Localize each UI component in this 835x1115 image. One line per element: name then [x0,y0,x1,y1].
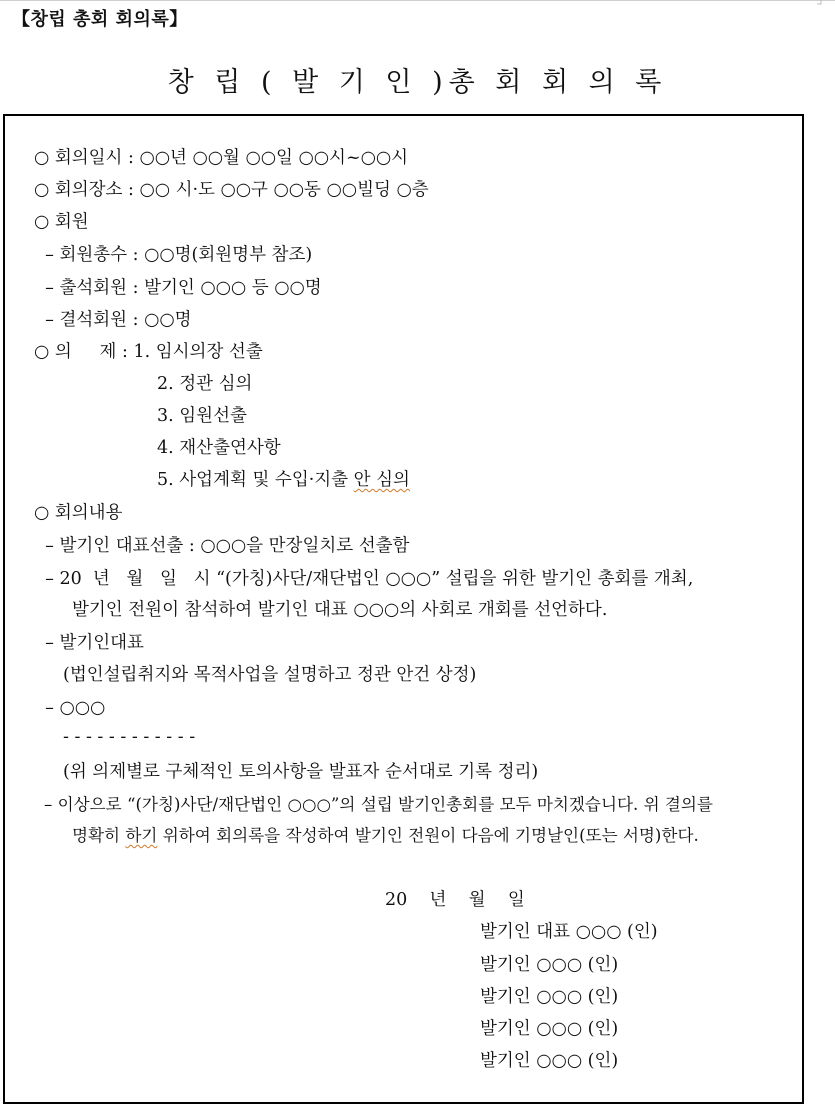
agenda-label: ○ 의 제 : 1. 임시의장 선출 [34,342,263,362]
members-attend: – 출석회원 : 발기인 ○○○ 등 ○○명 [34,278,322,298]
opening-line-1: – 20 년 월 일 시 “(가칭)사단/재단법인 ○○○” 설립을 위한 발기인 총회를 개최, [34,569,694,589]
signature-line: 발기인 ○○○ (인) [480,1019,619,1039]
agenda-item: 3. 임원선출 [157,406,247,426]
signature-line: 발기인 ○○○ (인) [480,955,619,975]
agenda-item: 2. 정관 심의 [157,374,253,394]
closing-line-2: 명확히 하기 위하여 회의록을 작성하여 발기인 전원이 다음에 기명날인(또는 서명)한다. [72,826,699,845]
rep-election: – 발기인 대표선출 : ○○○을 만장일치로 선출함 [34,536,410,556]
dash-separator: - - - - - - - - - - - - [63,727,196,747]
opening-line-2: 발기인 전원이 참석하여 발기인 대표 ○○○의 사회로 개회를 선언하다. [72,600,608,620]
members-heading: ○ 회원 [34,212,89,232]
rep-detail: (법인설립취지와 목적사업을 설명하고 정관 안건 상정) [63,665,477,685]
content-heading: ○ 회의내용 [34,503,123,523]
note-line: (위 의제별로 구체적인 토의사항을 발표자 순서대로 기록 정리) [63,762,539,782]
page-top-border [0,0,835,1]
speaker-line: – ○○○ [34,698,106,718]
signature-line: 발기인 대표 ○○○ (인) [480,922,658,942]
meeting-place: ○ 회의장소 : ○○ 시·도 ○○구 ○○동 ○○빌딩 ○층 [34,180,429,200]
members-absent: – 결석회원 : ○○명 [34,310,192,330]
signature-date: 20 년 월 일 [385,890,525,910]
signature-line: 발기인 ○○○ (인) [480,1051,619,1071]
signature-line: 발기인 ○○○ (인) [480,987,619,1007]
agenda-item: 4. 재산출연사항 [157,438,281,458]
page-corner-fold-icon [817,0,835,18]
document-label: 【창립 총회 회의록】 [12,9,188,30]
agenda-item-5: 5. 사업계획 및 수입·지출 안 심의 [157,470,410,490]
closing-line-1: – 이상으로 “(가칭)사단/재단법인 ○○○”의 설립 발기인총회를 모두 마치겠습니다. 위 결의를 [44,795,713,814]
meeting-date: ○ 회의일시 : ○○년 ○○월 ○○일 ○○시~○○시 [34,148,409,168]
members-total: – 회원총수 : ○○명(회원명부 참조) [34,245,313,265]
rep-heading: – 발기인대표 [34,633,144,653]
document-title: 창 립 ( 발 기 인 )총 회 회 의 록 [167,67,668,98]
